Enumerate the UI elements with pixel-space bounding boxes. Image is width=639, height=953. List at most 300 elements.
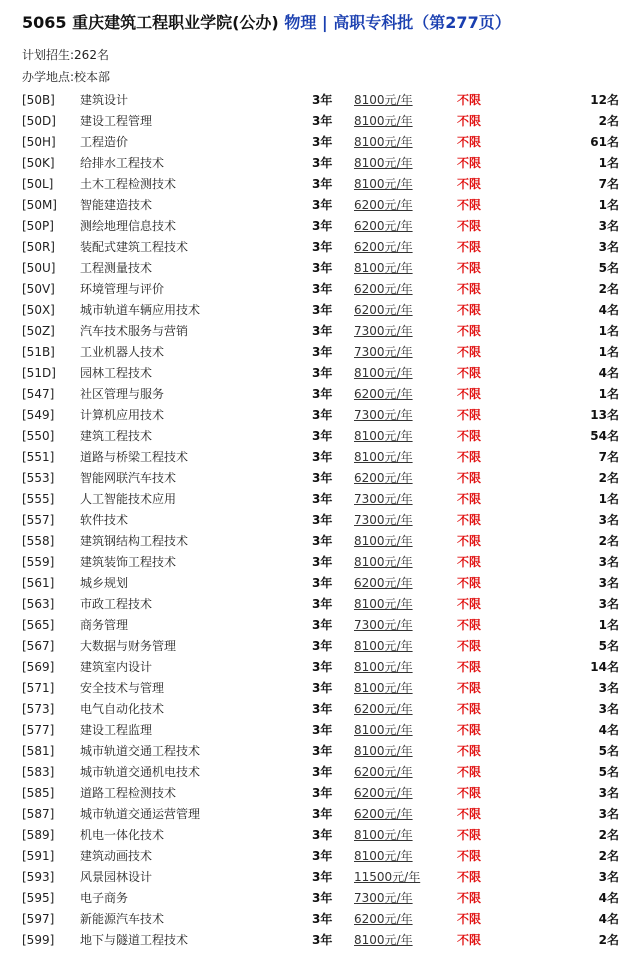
tuition-fee-cell (354, 887, 457, 908)
enrollment-count: 3名 (598, 513, 619, 527)
major-code: [50X] (22, 302, 55, 317)
subject-limit: 不限 (457, 786, 482, 800)
major-code: [585] (22, 785, 55, 800)
majors-table (22, 89, 619, 950)
tuition-fee-cell (354, 299, 457, 320)
tuition-fee-link[interactable]: 8100元/年 (354, 723, 413, 737)
major-code: [599] (22, 932, 55, 947)
tuition-fee-cell (354, 593, 457, 614)
enrollment-count: 5名 (598, 744, 619, 758)
tuition-fee-cell (354, 929, 457, 950)
tuition-fee-cell (354, 215, 457, 236)
major-code: [571] (22, 680, 55, 695)
subject-limit: 不限 (457, 324, 482, 338)
major-name: 商务管理 (80, 618, 129, 632)
majors-table-body (22, 89, 619, 950)
table-row (22, 887, 619, 908)
table-row (22, 425, 619, 446)
tuition-fee-cell (354, 572, 457, 593)
subject-limit: 不限 (457, 933, 482, 947)
tuition-fee-link[interactable]: 6200元/年 (354, 198, 413, 212)
subject-limit: 不限 (457, 93, 482, 107)
subject-limit: 不限 (457, 891, 482, 905)
tuition-fee-cell (354, 908, 457, 929)
tuition-fee-link[interactable]: 6200元/年 (354, 240, 413, 254)
table-row (22, 614, 619, 635)
major-name: 智能建造技术 (80, 198, 153, 212)
study-years: 3年 (312, 639, 333, 653)
table-row (22, 278, 619, 299)
tuition-fee-cell (354, 551, 457, 572)
table-row (22, 782, 619, 803)
tuition-fee-cell (354, 257, 457, 278)
enrollment-count: 1名 (598, 618, 619, 632)
study-years: 3年 (312, 261, 333, 275)
major-code: [569] (22, 659, 55, 674)
tuition-fee-link[interactable]: 7300元/年 (354, 891, 413, 905)
study-years: 3年 (312, 807, 333, 821)
study-years: 3年 (312, 513, 333, 527)
major-code: [595] (22, 890, 55, 905)
major-name: 计算机应用技术 (80, 408, 165, 422)
tuition-fee-cell (354, 236, 457, 257)
table-row (22, 593, 619, 614)
major-code: [50B] (22, 92, 55, 107)
major-name: 土木工程检测技术 (80, 177, 177, 191)
major-name: 新能源汽车技术 (80, 912, 165, 926)
major-name: 电气自动化技术 (80, 702, 165, 716)
major-code: [50D] (22, 113, 56, 128)
tuition-fee-link[interactable]: 8100元/年 (354, 555, 413, 569)
tuition-fee-cell (354, 383, 457, 404)
subject-limit: 不限 (457, 660, 482, 674)
tuition-fee-link[interactable]: 8100元/年 (354, 135, 413, 149)
tuition-fee-cell (354, 509, 457, 530)
tuition-fee-link[interactable]: 8100元/年 (354, 660, 413, 674)
subject-limit: 不限 (457, 807, 482, 821)
tuition-fee-link[interactable]: 8100元/年 (354, 156, 413, 170)
table-row (22, 383, 619, 404)
major-code: [591] (22, 848, 55, 863)
major-code: [51D] (22, 365, 56, 380)
major-code: [50V] (22, 281, 55, 296)
subject-limit: 不限 (457, 723, 482, 737)
subject-limit: 不限 (457, 156, 482, 170)
enrollment-count: 2名 (598, 933, 619, 947)
major-name: 城乡规划 (80, 576, 129, 590)
study-years: 3年 (312, 849, 333, 863)
major-code: [565] (22, 617, 55, 632)
subject-limit: 不限 (457, 534, 482, 548)
tuition-fee-link[interactable]: 6200元/年 (354, 786, 413, 800)
subject-limit: 不限 (457, 639, 482, 653)
major-code: [549] (22, 407, 55, 422)
study-years: 3年 (312, 282, 333, 296)
study-years: 3年 (312, 219, 333, 233)
study-years: 3年 (312, 303, 333, 317)
major-code: [50L] (22, 176, 54, 191)
subject-limit: 不限 (457, 765, 482, 779)
tuition-fee-cell (354, 866, 457, 887)
major-code: [559] (22, 554, 55, 569)
major-name: 工程测量技术 (80, 261, 153, 275)
major-code: [561] (22, 575, 55, 590)
major-name: 建筑钢结构工程技术 (80, 534, 189, 548)
enrollment-count: 2名 (598, 828, 619, 842)
tuition-fee-cell (354, 824, 457, 845)
tuition-fee-cell (354, 320, 457, 341)
study-years: 3年 (312, 702, 333, 716)
study-years: 3年 (312, 114, 333, 128)
tuition-fee-cell (354, 488, 457, 509)
tuition-fee-link[interactable]: 8100元/年 (354, 744, 413, 758)
study-years: 3年 (312, 786, 333, 800)
tuition-fee-cell (354, 425, 457, 446)
subject-limit: 不限 (457, 429, 482, 443)
tuition-fee-link[interactable]: 7300元/年 (354, 345, 413, 359)
tuition-fee-cell (354, 341, 457, 362)
table-row (22, 866, 619, 887)
enrollment-count: 3名 (598, 681, 619, 695)
tuition-fee-link[interactable]: 8100元/年 (354, 93, 413, 107)
subject-limit: 不限 (457, 198, 482, 212)
study-years: 3年 (312, 891, 333, 905)
tuition-fee-link[interactable]: 7300元/年 (354, 492, 413, 506)
major-name: 建设工程管理 (80, 114, 153, 128)
enrollment-count: 2名 (598, 534, 619, 548)
major-name: 建筑动画技术 (80, 849, 153, 863)
major-code: [555] (22, 491, 55, 506)
major-code: [589] (22, 827, 55, 842)
major-name: 给排水工程技术 (80, 156, 165, 170)
major-name: 软件技术 (80, 513, 129, 527)
study-years: 3年 (312, 870, 333, 884)
enrollment-count: 5名 (598, 639, 619, 653)
study-years: 3年 (312, 723, 333, 737)
major-code: [50M] (22, 197, 57, 212)
major-code: [50U] (22, 260, 56, 275)
tuition-fee-link[interactable]: 8100元/年 (354, 177, 413, 191)
table-row (22, 803, 619, 824)
table-row (22, 404, 619, 425)
tuition-fee-cell (354, 782, 457, 803)
tuition-fee-link[interactable]: 7300元/年 (354, 324, 413, 338)
table-row (22, 362, 619, 383)
tuition-fee-link[interactable]: 8100元/年 (354, 849, 413, 863)
study-years: 3年 (312, 387, 333, 401)
tuition-fee-cell (354, 530, 457, 551)
table-row (22, 446, 619, 467)
major-name: 工业机器人技术 (80, 345, 165, 359)
table-row (22, 173, 619, 194)
enrollment-count: 4名 (598, 303, 619, 317)
major-code: [593] (22, 869, 55, 884)
table-row (22, 530, 619, 551)
tuition-fee-cell (354, 173, 457, 194)
table-row (22, 131, 619, 152)
major-code: [50K] (22, 155, 55, 170)
tuition-fee-cell (354, 614, 457, 635)
major-code: [50P] (22, 218, 54, 233)
tuition-fee-link[interactable]: 6200元/年 (354, 219, 413, 233)
tuition-fee-link[interactable]: 8100元/年 (354, 114, 413, 128)
subject-limit: 不限 (457, 261, 482, 275)
enrollment-count: 1名 (598, 324, 619, 338)
tuition-fee-cell (354, 656, 457, 677)
subject-limit: 不限 (457, 555, 482, 569)
subject-limit: 不限 (457, 345, 482, 359)
major-code: [577] (22, 722, 55, 737)
subject-limit: 不限 (457, 177, 482, 191)
enrollment-count: 3名 (598, 870, 619, 884)
page-title (22, 10, 619, 36)
study-years: 3年 (312, 597, 333, 611)
enrollment-count: 4名 (598, 912, 619, 926)
tuition-fee-link[interactable]: 8100元/年 (354, 450, 413, 464)
major-name: 人工智能技术应用 (80, 492, 177, 506)
enrollment-count: 1名 (598, 156, 619, 170)
table-row (22, 719, 619, 740)
major-name: 工程造价 (80, 135, 129, 149)
table-row (22, 236, 619, 257)
enrollment-count: 12名 (590, 93, 619, 107)
study-years: 3年 (312, 555, 333, 569)
enrollment-count: 1名 (598, 492, 619, 506)
enrollment-count: 13名 (590, 408, 619, 422)
major-code: [551] (22, 449, 55, 464)
table-row (22, 572, 619, 593)
subject-limit: 不限 (457, 450, 482, 464)
study-years: 3年 (312, 93, 333, 107)
tuition-fee-link[interactable]: 6200元/年 (354, 576, 413, 590)
enrollment-count: 3名 (598, 555, 619, 569)
major-name: 地下与隧道工程技术 (80, 933, 189, 947)
enrollment-count: 1名 (598, 198, 619, 212)
tuition-fee-link[interactable]: 11500元/年 (354, 870, 421, 884)
subject-limit: 不限 (457, 366, 482, 380)
subject-limit: 不限 (457, 744, 482, 758)
table-row (22, 467, 619, 488)
enrollment-count: 4名 (598, 723, 619, 737)
study-years: 3年 (312, 744, 333, 758)
subject-limit: 不限 (457, 870, 482, 884)
table-row (22, 845, 619, 866)
major-name: 电子商务 (80, 891, 129, 905)
subject-limit: 不限 (457, 513, 482, 527)
major-name: 城市轨道交通工程技术 (80, 744, 201, 758)
study-years: 3年 (312, 534, 333, 548)
tuition-fee-cell (354, 719, 457, 740)
study-years: 3年 (312, 408, 333, 422)
tuition-fee-cell (354, 446, 457, 467)
subject-limit: 不限 (457, 576, 482, 590)
tuition-fee-cell (354, 698, 457, 719)
enrollment-count: 2名 (598, 471, 619, 485)
study-years: 3年 (312, 828, 333, 842)
tuition-fee-link[interactable]: 6200元/年 (354, 807, 413, 821)
enrollment-count: 1名 (598, 345, 619, 359)
study-years: 3年 (312, 156, 333, 170)
tuition-fee-link[interactable]: 6200元/年 (354, 387, 413, 401)
tuition-fee-link[interactable]: 6200元/年 (354, 303, 413, 317)
study-years: 3年 (312, 345, 333, 359)
tuition-fee-link[interactable]: 6200元/年 (354, 471, 413, 485)
enrollment-count: 3名 (598, 576, 619, 590)
tuition-fee-link[interactable]: 6200元/年 (354, 765, 413, 779)
enrollment-count: 5名 (598, 765, 619, 779)
enrollment-count: 5名 (598, 261, 619, 275)
major-name: 测绘地理信息技术 (80, 219, 177, 233)
major-code: [547] (22, 386, 55, 401)
study-years: 3年 (312, 618, 333, 632)
study-years: 3年 (312, 681, 333, 695)
study-years: 3年 (312, 135, 333, 149)
tuition-fee-cell (354, 467, 457, 488)
tuition-fee-link[interactable]: 6200元/年 (354, 282, 413, 296)
major-name: 道路工程检测技术 (80, 786, 177, 800)
table-row (22, 488, 619, 509)
major-name: 智能网联汽车技术 (80, 471, 177, 485)
tuition-fee-link[interactable]: 8100元/年 (354, 534, 413, 548)
tuition-fee-cell (354, 761, 457, 782)
tuition-fee-cell (354, 635, 457, 656)
tuition-fee-cell (354, 404, 457, 425)
table-row (22, 194, 619, 215)
study-years: 3年 (312, 198, 333, 212)
tuition-fee-link[interactable]: 7300元/年 (354, 618, 413, 632)
subject-limit: 不限 (457, 702, 482, 716)
major-code: [550] (22, 428, 55, 443)
tuition-fee-link[interactable]: 8100元/年 (354, 597, 413, 611)
tuition-fee-cell (354, 677, 457, 698)
major-name: 市政工程技术 (80, 597, 153, 611)
tuition-fee-link[interactable]: 7300元/年 (354, 408, 413, 422)
enrollment-count: 3名 (598, 219, 619, 233)
tuition-fee-link[interactable]: 8100元/年 (354, 639, 413, 653)
tuition-fee-link[interactable]: 8100元/年 (354, 681, 413, 695)
major-code: [558] (22, 533, 55, 548)
major-code: [50H] (22, 134, 56, 149)
major-name: 道路与桥梁工程技术 (80, 450, 189, 464)
study-years: 3年 (312, 912, 333, 926)
tuition-fee-link[interactable]: 8100元/年 (354, 933, 413, 947)
study-years: 3年 (312, 240, 333, 254)
subject-limit: 不限 (457, 828, 482, 842)
table-row (22, 89, 619, 110)
major-code: [567] (22, 638, 55, 653)
tuition-fee-link[interactable]: 7300元/年 (354, 513, 413, 527)
major-name: 建筑工程技术 (80, 429, 153, 443)
plan-count: 计划招生:262名 (22, 48, 109, 62)
tuition-fee-link[interactable]: 6200元/年 (354, 702, 413, 716)
major-code: [51B] (22, 344, 55, 359)
enrollment-count: 3名 (598, 702, 619, 716)
tuition-fee-link[interactable]: 6200元/年 (354, 912, 413, 926)
study-years: 3年 (312, 366, 333, 380)
tuition-fee-cell (354, 110, 457, 131)
table-row (22, 824, 619, 845)
major-code: [557] (22, 512, 55, 527)
study-years: 3年 (312, 660, 333, 674)
study-years: 3年 (312, 492, 333, 506)
major-code: [581] (22, 743, 55, 758)
major-code: [50Z] (22, 323, 55, 338)
table-row (22, 740, 619, 761)
tuition-fee-link[interactable]: 8100元/年 (354, 261, 413, 275)
tuition-fee-cell (354, 152, 457, 173)
tuition-fee-cell (354, 740, 457, 761)
study-years: 3年 (312, 450, 333, 464)
subject-limit: 不限 (457, 135, 482, 149)
tuition-fee-link[interactable]: 8100元/年 (354, 366, 413, 380)
table-row (22, 215, 619, 236)
major-code: [573] (22, 701, 55, 716)
subject-limit: 不限 (457, 618, 482, 632)
tuition-fee-link[interactable]: 8100元/年 (354, 828, 413, 842)
table-row (22, 698, 619, 719)
study-years: 3年 (312, 324, 333, 338)
study-years: 3年 (312, 765, 333, 779)
major-code: [587] (22, 806, 55, 821)
table-row (22, 320, 619, 341)
table-row (22, 656, 619, 677)
major-name: 建筑设计 (80, 93, 129, 107)
major-code: [563] (22, 596, 55, 611)
table-row (22, 908, 619, 929)
tuition-fee-cell (354, 362, 457, 383)
subject-limit: 不限 (457, 282, 482, 296)
school-name: 5065 重庆建筑工程职业学院(公办) (22, 13, 279, 32)
study-years: 3年 (312, 576, 333, 590)
table-row (22, 677, 619, 698)
major-name: 建设工程监理 (80, 723, 153, 737)
major-code: [597] (22, 911, 55, 926)
major-name: 园林工程技术 (80, 366, 153, 380)
table-row (22, 551, 619, 572)
tuition-fee-cell (354, 278, 457, 299)
major-name: 大数据与财务管理 (80, 639, 177, 653)
enrollment-count: 7名 (598, 450, 619, 464)
subject-limit: 不限 (457, 303, 482, 317)
major-name: 城市轨道车辆应用技术 (80, 303, 201, 317)
subject-limit: 不限 (457, 912, 482, 926)
subject-limit: 不限 (457, 240, 482, 254)
subject-limit: 不限 (457, 408, 482, 422)
enrollment-count: 14名 (590, 660, 619, 674)
enrollment-count: 2名 (598, 282, 619, 296)
table-row (22, 635, 619, 656)
enrollment-count: 1名 (598, 387, 619, 401)
tuition-fee-cell (354, 845, 457, 866)
enrollment-count: 2名 (598, 114, 619, 128)
study-years: 3年 (312, 177, 333, 191)
subject-limit: 不限 (457, 681, 482, 695)
study-years: 3年 (312, 933, 333, 947)
major-code: [50R] (22, 239, 55, 254)
enrollment-count: 3名 (598, 240, 619, 254)
subject-limit: 不限 (457, 597, 482, 611)
campus-location: 办学地点:校本部 (22, 70, 111, 84)
batch-label: 物理 | 高职专科批（第277页） (284, 13, 511, 32)
enrollment-count: 4名 (598, 891, 619, 905)
tuition-fee-link[interactable]: 8100元/年 (354, 429, 413, 443)
table-row (22, 110, 619, 131)
enrollment-count: 54名 (590, 429, 619, 443)
subject-limit: 不限 (457, 492, 482, 506)
major-name: 机电一体化技术 (80, 828, 165, 842)
table-row (22, 761, 619, 782)
enrollment-count: 4名 (598, 366, 619, 380)
